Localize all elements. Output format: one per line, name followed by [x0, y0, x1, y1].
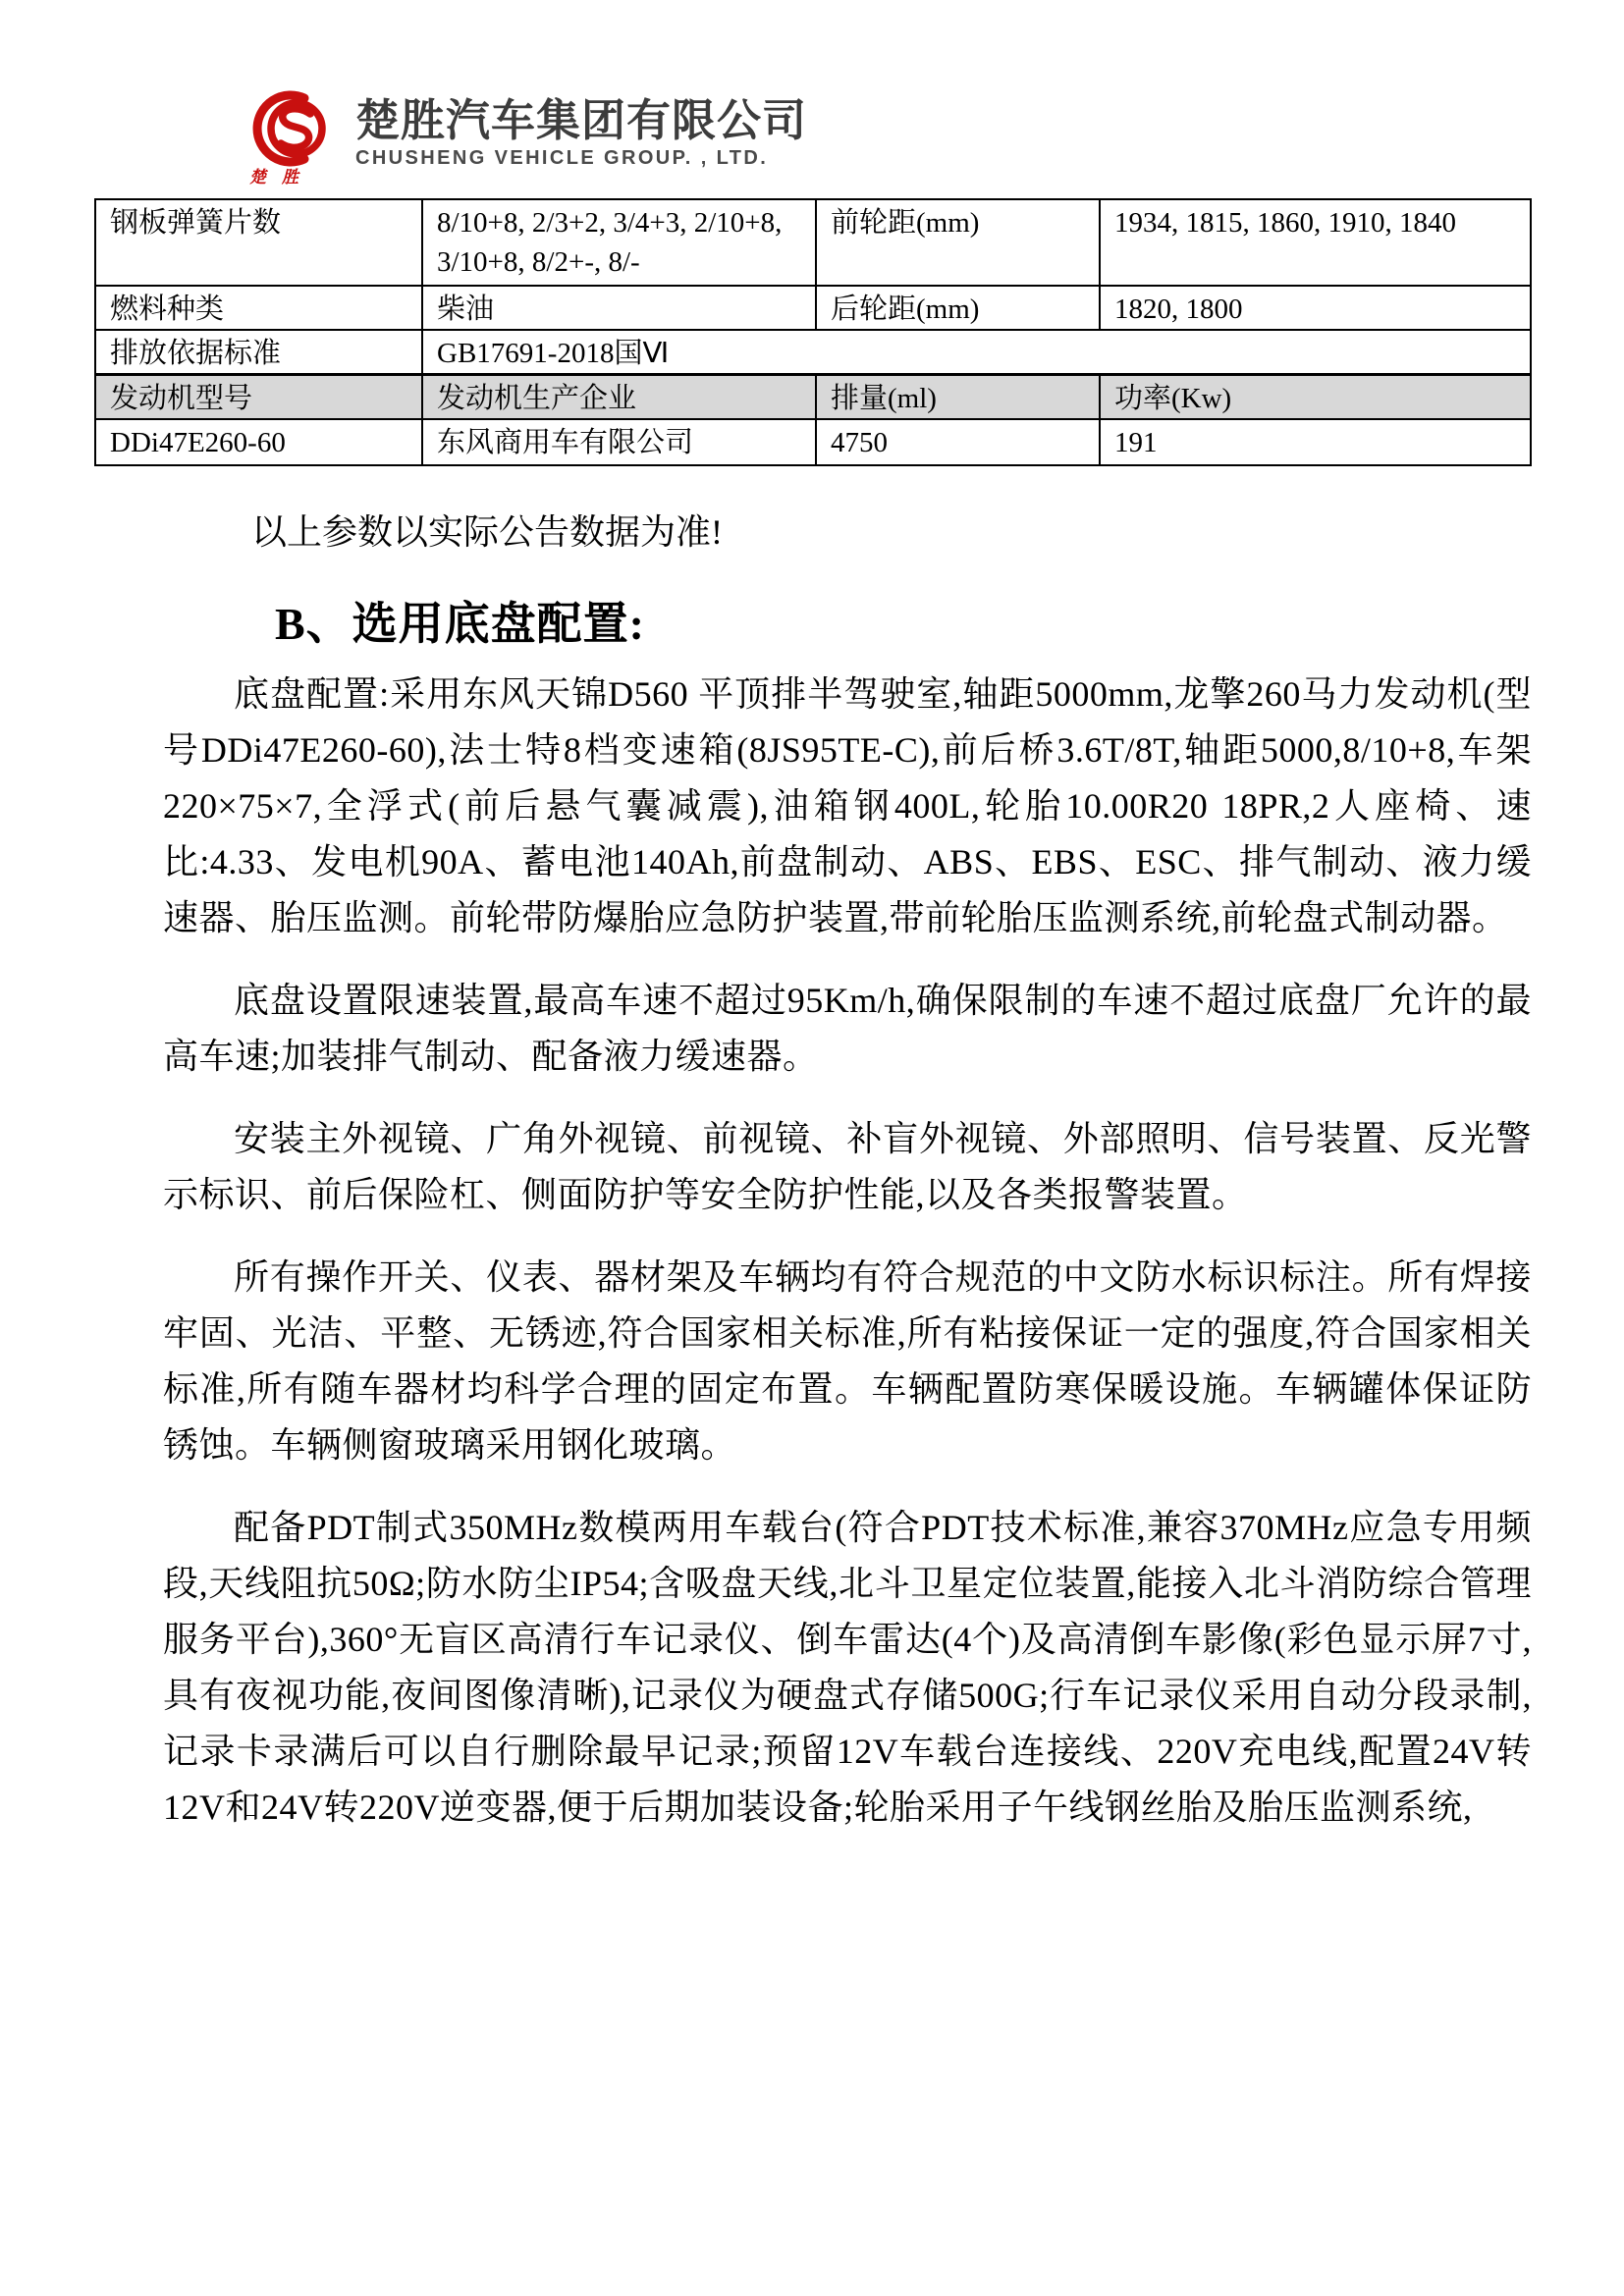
table-row — [95, 330, 1531, 375]
company-name-chinese: 楚胜汽车集团有限公司 — [355, 95, 808, 145]
spec-value-rear-track: 1820, 1800 — [1100, 286, 1531, 330]
spec-label-front-track: 前轮距(mm) — [816, 199, 1100, 286]
header-power: 功率(Kw) — [1100, 375, 1531, 420]
value-displacement: 4750 — [816, 419, 1100, 465]
spec-label-emission-standard: 排放依据标准 — [95, 330, 422, 375]
paragraph-speed-limit: 底盘设置限速装置,最高车速不超过95Km/h,确保限制的车速不超过底盘厂允许的最高车速;加装排气制动、配备液力缓速器。 — [163, 981, 1532, 1076]
paragraph-standards: 所有操作开关、仪表、器材架及车辆均有符合规范的中文防水标识标注。所有焊接牢固、光洁、平整、无锈迹,符合国家相关标准,所有粘接保证一定的强度,符合国家相关标准,所有随车器材均科学合理的固定布置。车辆配置防寒保暖设施。车辆罐体保证防锈蚀。车辆侧窗玻璃采用钢化玻璃。 — [163, 1257, 1532, 1465]
value-engine-manufacturer: 东风商用车有限公司 — [422, 419, 816, 465]
logo-emblem — [244, 90, 338, 188]
chassis-spec-table — [94, 198, 1532, 466]
paragraph-mirrors-safety: 安装主外视镜、广角外视镜、前视镜、补盲外视镜、外部照明、信号装置、反光警示标识、前后保险杠、侧面防护等安全防护性能,以及各类报警装置。 — [163, 1119, 1532, 1214]
logo-emblem-characters: 楚胜 — [249, 168, 314, 187]
spec-label-rear-track: 后轮距(mm) — [816, 286, 1100, 330]
header-displacement: 排量(ml) — [816, 375, 1100, 420]
section-heading: B、选用底盘配置: — [275, 599, 645, 649]
paragraph-radio-equipment: 配备PDT制式350MHz数模两用车载台(符合PDT技术标准,兼容370MHz应急专用频段,天线阻抗50Ω;防水防尘IP54;含吸盘天线,北斗卫星定位装置,能接入北斗消防综合管理服务平台),360°无盲区高清行车记录仪、倒车雷达(4个)及高清倒车影像(彩色显示屏7寸,具有夜视功能,夜间图像清晰),记录仪为硬盘式存储500G;行车记录仪采用自动分段录制,记录卡录满后可以自行删除最早记录;预留12V车载台连接线、220V充电线,配置24V转12V和24V转220V逆变器,便于后期加装设备;轮胎采用子午线钢丝胎及胎压监测系统, — [163, 1508, 1532, 1827]
header-engine-model: 发动机型号 — [95, 375, 422, 420]
table-row — [95, 286, 1531, 330]
table-row — [95, 199, 1531, 286]
logo-text — [355, 90, 807, 171]
company-name-english: CHUSHENG VEHICLE GROUP. , LTD. — [355, 147, 769, 169]
spec-label-leaf-spring: 钢板弹簧片数 — [95, 199, 422, 286]
body-text — [163, 667, 1532, 1836]
paragraph-chassis-config: 底盘配置:采用东风天锦D560 平顶排半驾驶室,轴距5000mm,龙擎260马力发动机(型号DDi47E260-60),法士特8档变速箱(8JS95TE-C),前后桥3.6T/8T,轴距5000,8/10+8,车架220×75×7,全浮式(前后悬气囊减震),油箱钢400L,轮胎10.00R20 18PR,2人座椅、速比:4.33、发电机90A、蓄电池140Ah,前盘制动、ABS、EBS、ESC、排气制动、液力缓速器、胎压监测。前轮带防爆胎应急防护装置,带前轮胎压监测系统,前轮盘式制动器。 — [163, 674, 1532, 937]
spec-value-front-track: 1934, 1815, 1860, 1910, 1840 — [1100, 199, 1531, 286]
header-engine-manufacturer: 发动机生产企业 — [422, 375, 816, 420]
value-engine-model: DDi47E260-60 — [95, 419, 422, 465]
spec-value-leaf-spring: 8/10+8, 2/3+2, 3/4+3, 2/10+8, 3/10+8, 8/2+-, 8/- — [422, 199, 816, 286]
disclaimer-note: 以上参数以实际公告数据为准! — [251, 512, 723, 552]
spec-value-fuel-type: 柴油 — [422, 286, 816, 330]
company-logo — [244, 90, 1530, 188]
logo-emblem-icon — [244, 90, 338, 167]
value-power: 191 — [1100, 419, 1531, 465]
table-header-row — [95, 375, 1531, 420]
spec-label-fuel-type: 燃料种类 — [95, 286, 422, 330]
table-row — [95, 419, 1531, 465]
spec-value-emission-standard: GB17691-2018国Ⅵ — [422, 330, 1531, 375]
